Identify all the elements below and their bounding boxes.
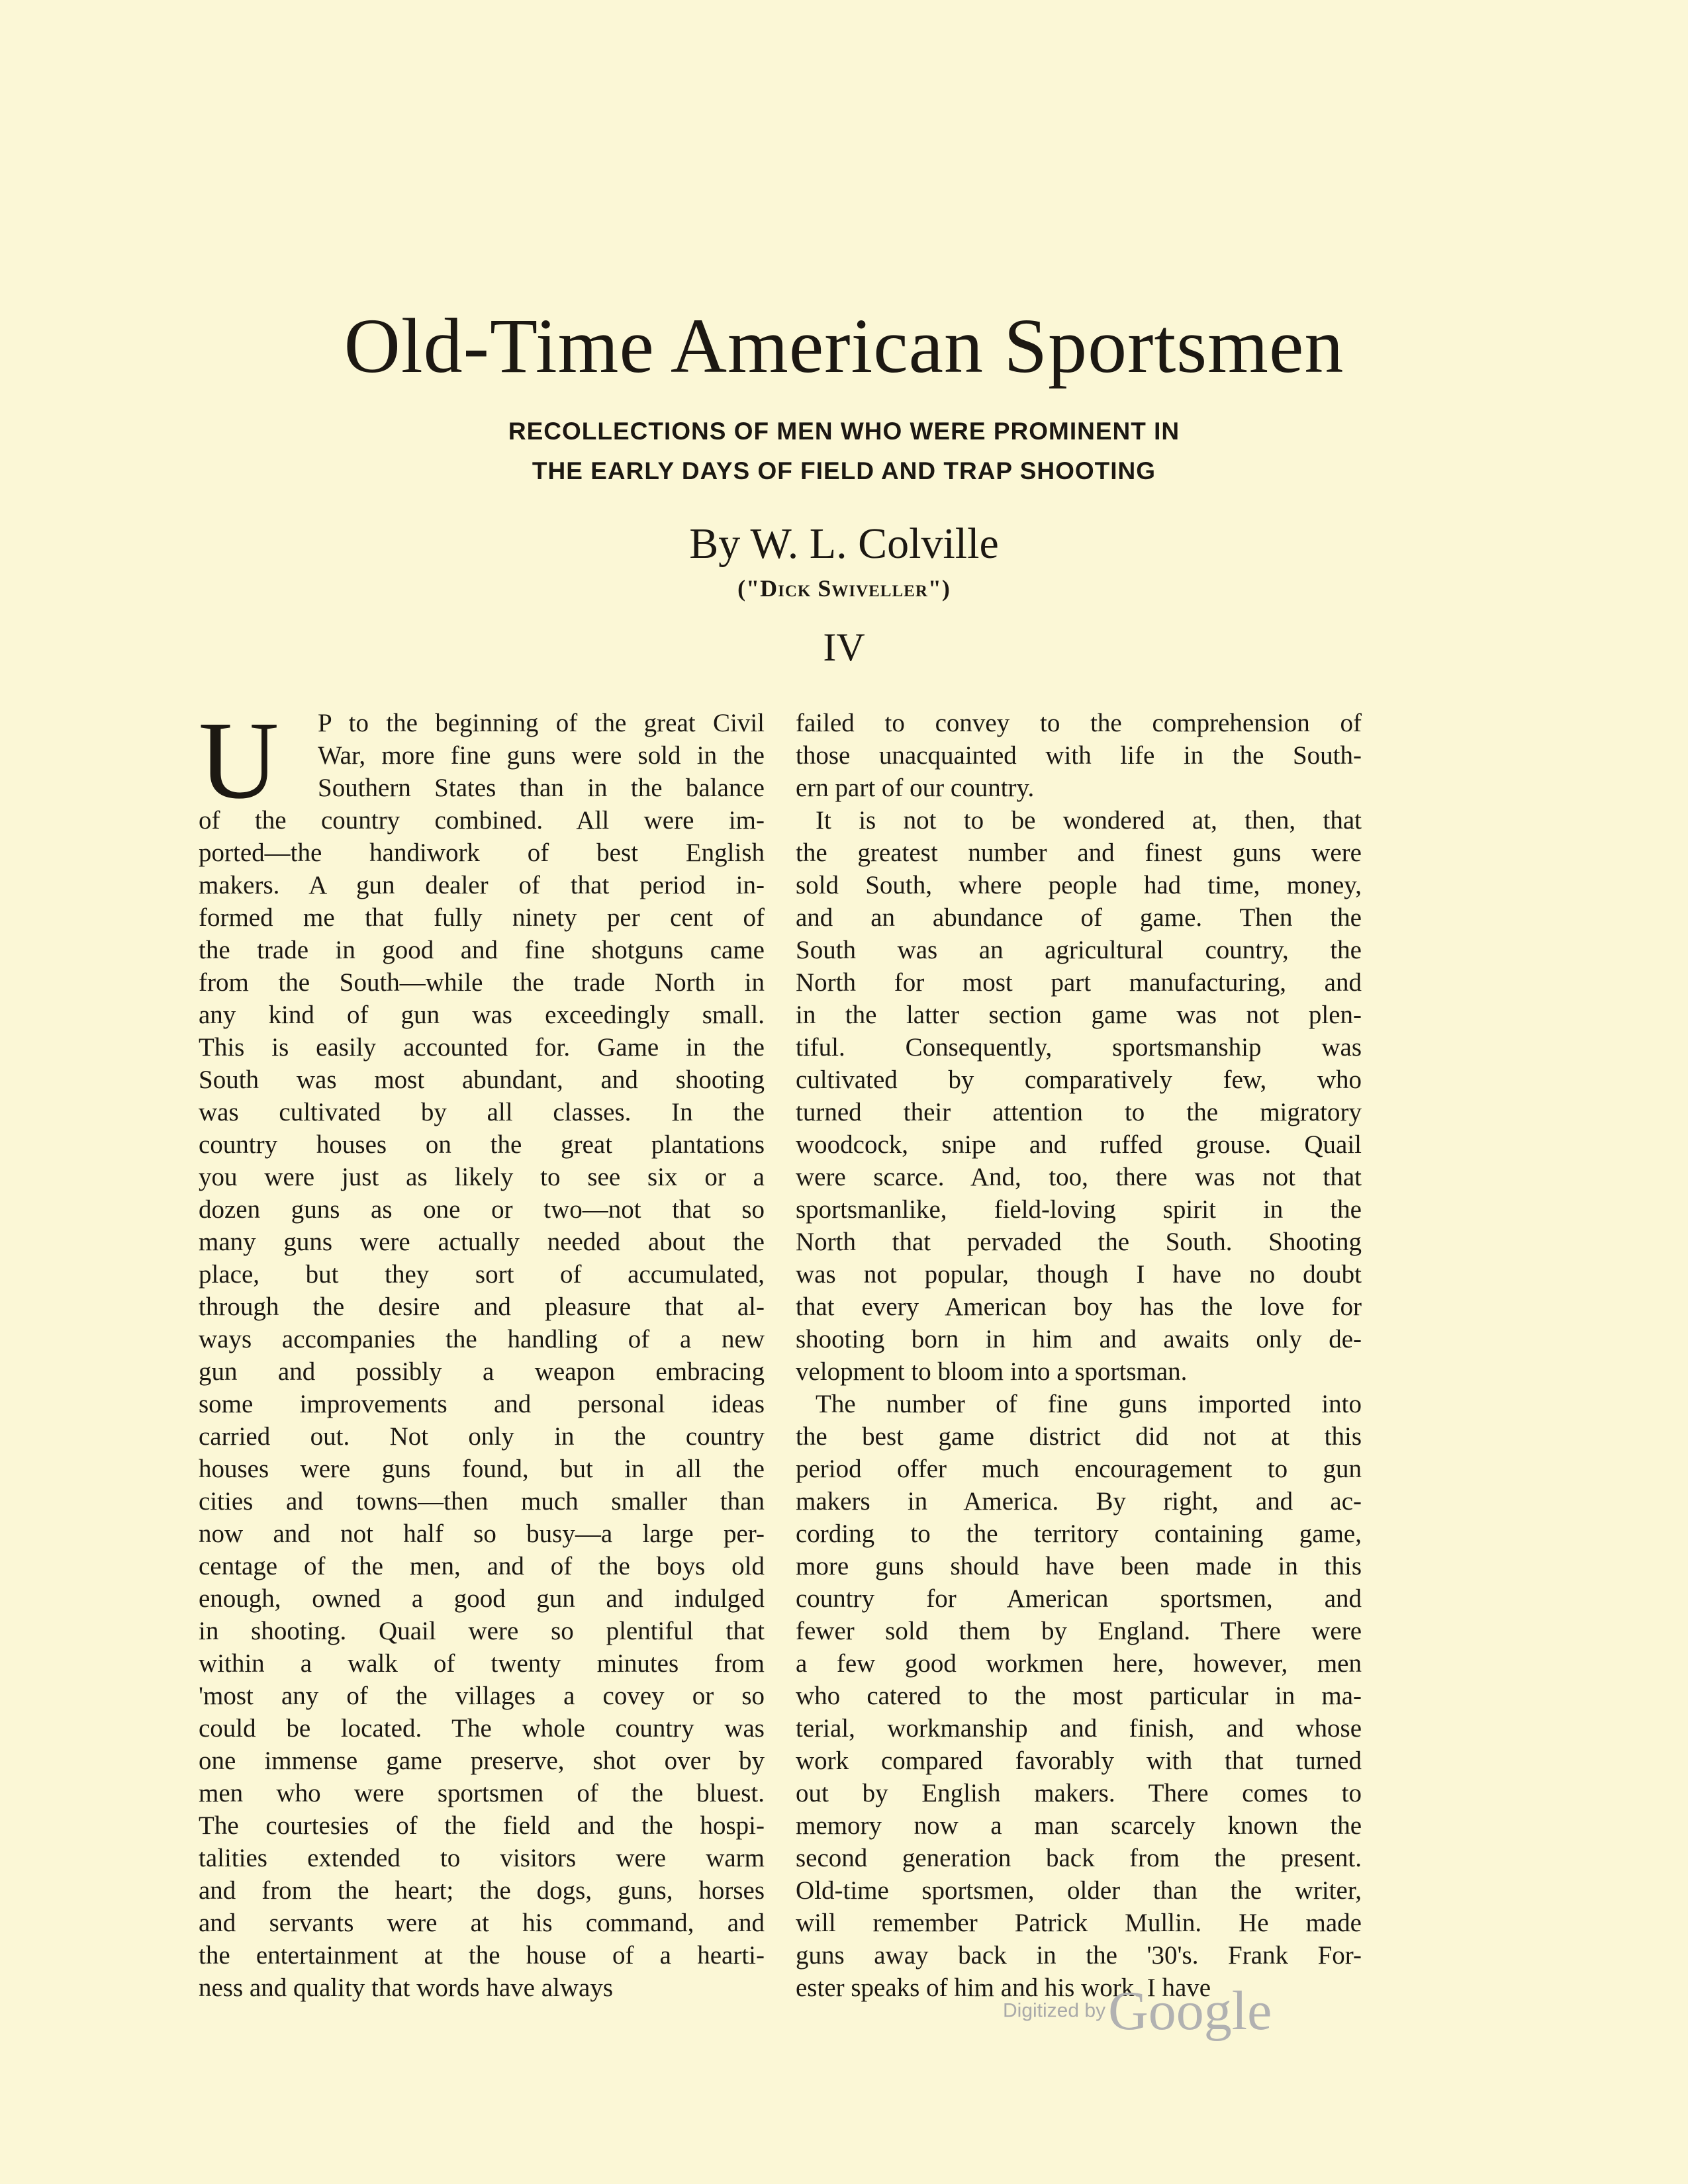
- text-line: from the South—while the trade North in: [199, 968, 765, 997]
- text-line: country houses on the great plantations: [199, 1130, 765, 1159]
- text-line: more guns should have been made in this: [796, 1552, 1362, 1580]
- text-line: P to the beginning of the great Civil: [318, 709, 765, 737]
- author-byline: By W. L. Colville: [689, 520, 999, 568]
- text-line: second generation back from the present.: [796, 1844, 1362, 1872]
- text-line: sold South, where people had time, money,: [796, 871, 1362, 899]
- text-line: cultivated by comparatively few, who: [796, 1066, 1362, 1094]
- text-line: country for American sportsmen, and: [796, 1584, 1362, 1613]
- text-line: fewer sold them by England. There were: [796, 1617, 1362, 1645]
- text-line: dozen guns as one or two—not that so: [199, 1195, 765, 1224]
- text-line: place, but they sort of accumulated,: [199, 1260, 765, 1289]
- text-line: ways accompanies the handling of a new: [199, 1325, 765, 1353]
- drop-cap: U: [199, 699, 279, 822]
- text-line: you were just as likely to see six or a: [199, 1163, 765, 1191]
- text-line: carried out. Not only in the country: [199, 1422, 765, 1451]
- text-line: It is not to be wondered at, then, that: [816, 806, 1362, 835]
- text-line: North for most part manufacturing, and: [796, 968, 1362, 997]
- text-line: some improvements and personal ideas: [199, 1390, 765, 1418]
- text-line: who catered to the most particular in ma-: [796, 1682, 1362, 1710]
- text-line: makers. A gun dealer of that period in-: [199, 871, 765, 899]
- text-line: houses were guns found, but in all the: [199, 1455, 765, 1483]
- text-line: woodcock, snipe and ruffed grouse. Quail: [796, 1130, 1362, 1159]
- text-line: failed to convey to the comprehension of: [796, 709, 1362, 737]
- text-line: and an abundance of game. Then the: [796, 903, 1362, 932]
- text-line: men who were sportsmen of the bluest.: [199, 1779, 765, 1807]
- text-line: now and not half so busy—a large per-: [199, 1520, 765, 1548]
- text-line: shooting born in him and awaits only de-: [796, 1325, 1362, 1353]
- text-line: many guns were actually needed about the: [199, 1228, 765, 1256]
- text-line: could be located. The whole country was: [199, 1714, 765, 1743]
- text-line: any kind of gun was exceedingly small.: [199, 1001, 765, 1029]
- author-pseudonym: ("Dick Swiveller"): [737, 575, 951, 602]
- text-line: 'most any of the villages a covey or so: [199, 1682, 765, 1710]
- text-line: those unacquainted with life in the South-: [796, 741, 1362, 770]
- text-line: out by English makers. There comes to: [796, 1779, 1362, 1807]
- watermark-prefix: Digitized by: [1003, 1999, 1106, 2022]
- text-line: and from the heart; the dogs, guns, horses: [199, 1876, 765, 1905]
- text-line: in shooting. Quail were so plentiful that: [199, 1617, 765, 1645]
- text-line: enough, owned a good gun and indulged: [199, 1584, 765, 1613]
- text-line: cities and towns—then much smaller than: [199, 1487, 765, 1516]
- text-line: the entertainment at the house of a hearti-: [199, 1941, 765, 1970]
- text-line: The courtesies of the field and the hospi-: [199, 1811, 765, 1840]
- text-line: formed me that fully ninety per cent of: [199, 903, 765, 932]
- text-line: South was most abundant, and shooting: [199, 1066, 765, 1094]
- text-line: the trade in good and fine shotguns came: [199, 936, 765, 964]
- text-line: were scarce. And, too, there was not that: [796, 1163, 1362, 1191]
- text-line: War, more fine guns were sold in the: [318, 741, 765, 770]
- text-line: will remember Patrick Mullin. He made: [796, 1909, 1362, 1937]
- text-line: was cultivated by all classes. In the: [199, 1098, 765, 1126]
- text-line: terial, workmanship and finish, and whose: [796, 1714, 1362, 1743]
- text-line: one immense game preserve, shot over by: [199, 1747, 765, 1775]
- text-line: memory now a man scarcely known the: [796, 1811, 1362, 1840]
- text-line: The number of fine guns imported into: [816, 1390, 1362, 1418]
- right-column: [796, 707, 1362, 2004]
- text-line: cording to the territory containing game,: [796, 1520, 1362, 1548]
- text-line: centage of the men, and of the boys old: [199, 1552, 765, 1580]
- text-line: South was an agricultural country, the: [796, 936, 1362, 964]
- text-line: Southern States than in the balance: [318, 774, 765, 802]
- text-line: sportsmanlike, field-loving spirit in the: [796, 1195, 1362, 1224]
- text-line: gun and possibly a weapon embracing: [199, 1357, 765, 1386]
- text-line: was not popular, though I have no doubt: [796, 1260, 1362, 1289]
- text-line: ported—the handiwork of best English: [199, 839, 765, 867]
- text-line: through the desire and pleasure that al-: [199, 1293, 765, 1321]
- text-line: ness and quality that words have always: [199, 1974, 614, 2002]
- text-line: turned their attention to the migratory: [796, 1098, 1362, 1126]
- text-line: makers in America. By right, and ac-: [796, 1487, 1362, 1516]
- text-line: the best game district did not at this: [796, 1422, 1362, 1451]
- article-title: Old-Time American Sportsmen: [344, 302, 1344, 389]
- text-line: North that pervaded the South. Shooting: [796, 1228, 1362, 1256]
- text-line: of the country combined. All were im-: [199, 806, 765, 835]
- text-line: in the latter section game was not plen-: [796, 1001, 1362, 1029]
- text-line: work compared favorably with that turned: [796, 1747, 1362, 1775]
- text-line: within a walk of twenty minutes from: [199, 1649, 765, 1678]
- text-line: Old-time sportsmen, older than the writer,: [796, 1876, 1362, 1905]
- left-column: [199, 699, 765, 2004]
- google-logo: Google: [1108, 1980, 1272, 2042]
- text-line: ern part of our country.: [796, 774, 1035, 802]
- text-line: guns away back in the '30's. Frank For-: [796, 1941, 1362, 1970]
- digitized-watermark: [1003, 1979, 1272, 2045]
- text-line: that every American boy has the love for: [796, 1293, 1362, 1321]
- text-line: and servants were at his command, and: [199, 1909, 765, 1937]
- text-line: a few good workmen here, however, men: [796, 1649, 1362, 1678]
- text-line: tiful. Consequently, sportsmanship was: [796, 1033, 1362, 1062]
- article-subtitle: [0, 412, 1688, 491]
- subtitle-line: RECOLLECTIONS OF MEN WHO WERE PROMINENT IN: [508, 418, 1180, 445]
- section-number: IV: [823, 625, 865, 669]
- subtitle-line: THE EARLY DAYS OF FIELD AND TRAP SHOOTING: [532, 457, 1156, 484]
- text-line: talities extended to visitors were warm: [199, 1844, 765, 1872]
- text-line: period offer much encouragement to gun: [796, 1455, 1362, 1483]
- text-line: ester speaks of him and his work. I have: [796, 1974, 1211, 2002]
- text-line: velopment to bloom into a sportsman.: [796, 1357, 1188, 1386]
- text-line: This is easily accounted for. Game in the: [199, 1033, 765, 1062]
- text-line: the greatest number and finest guns were: [796, 839, 1362, 867]
